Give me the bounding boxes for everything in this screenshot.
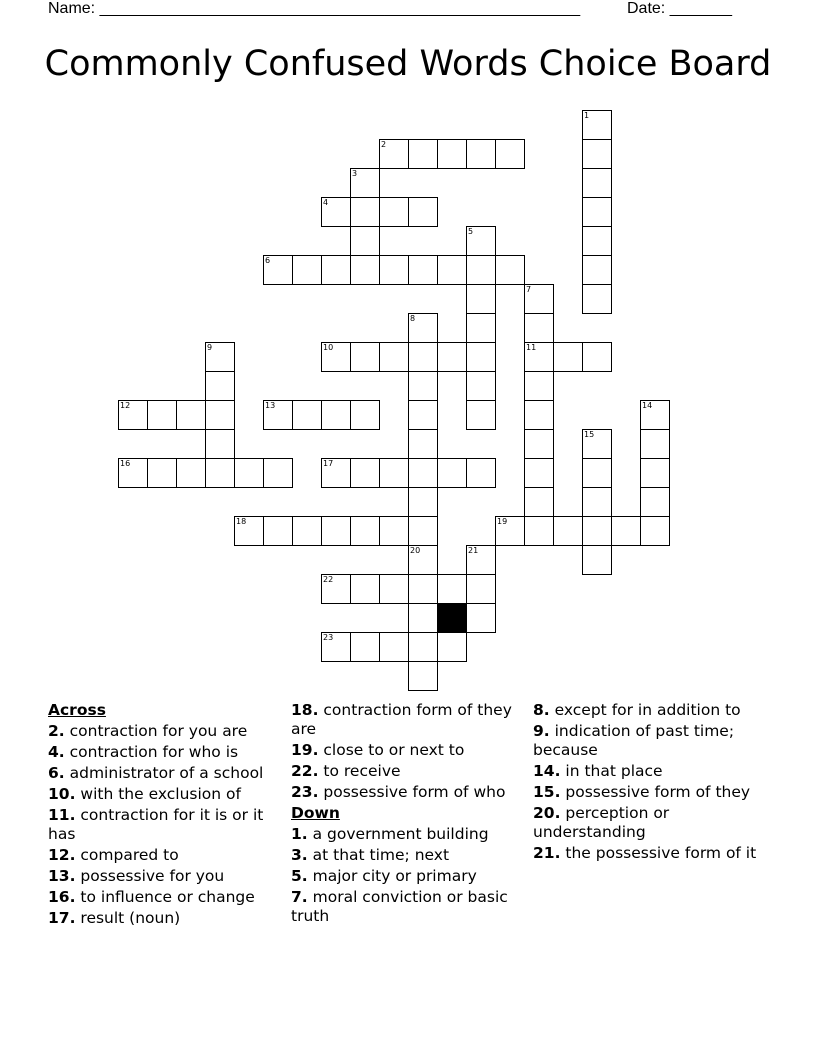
cell-number: 6 (265, 256, 271, 265)
clue-number: 8. (533, 701, 550, 719)
clue-number: 12. (48, 846, 76, 864)
crossword-cell[interactable] (437, 342, 467, 372)
clue-text: possessive form of who (323, 783, 506, 801)
crossword-cell[interactable] (582, 110, 612, 140)
crossword-cell[interactable] (408, 661, 438, 691)
cell-number: 19 (497, 517, 508, 526)
crossword-cell[interactable] (234, 458, 264, 488)
clue-across-22 (291, 762, 519, 781)
cell-number: 20 (410, 546, 421, 555)
crossword-cell[interactable] (350, 632, 380, 662)
crossword-cell[interactable] (437, 139, 467, 169)
crossword-cell[interactable] (263, 458, 293, 488)
crossword-cell[interactable] (350, 255, 380, 285)
crossword-cell[interactable] (350, 516, 380, 546)
cell-number: 17 (323, 459, 334, 468)
clue-text: to influence or change (80, 888, 255, 906)
clue-number: 16. (48, 888, 76, 906)
crossword-cell[interactable] (582, 255, 612, 285)
clue-across-13 (48, 867, 273, 886)
cell-number: 3 (352, 169, 358, 178)
crossword-cell[interactable] (640, 516, 670, 546)
crossword-cell[interactable] (466, 603, 496, 633)
clue-across-10 (48, 785, 273, 804)
clue-text: contraction for it is or it has (48, 806, 264, 843)
clues-column-1 (48, 701, 273, 930)
crossword-cell[interactable] (466, 226, 496, 256)
crossword-cell[interactable] (408, 255, 438, 285)
clue-number: 7. (291, 888, 308, 906)
crossword-cell[interactable] (582, 545, 612, 575)
clue-down-21 (533, 844, 768, 863)
crossword-cell[interactable] (176, 458, 206, 488)
crossword-cell[interactable] (582, 458, 612, 488)
crossword-cell[interactable] (524, 371, 554, 401)
clue-down-14 (533, 762, 768, 781)
crossword-cell[interactable] (466, 574, 496, 604)
crossword-cell[interactable] (321, 342, 351, 372)
cell-number: 13 (265, 401, 276, 410)
cell-number: 15 (584, 430, 595, 439)
clue-number: 15. (533, 783, 561, 801)
crossword-cell[interactable] (437, 458, 467, 488)
crossword-cell[interactable] (205, 342, 235, 372)
clue-number: 1. (291, 825, 308, 843)
crossword-cell[interactable] (582, 284, 612, 314)
crossword-cell[interactable] (524, 458, 554, 488)
cell-number: 14 (642, 401, 653, 410)
crossword-cell[interactable] (147, 400, 177, 430)
crossword-cell[interactable] (408, 516, 438, 546)
down-heading: Down (291, 804, 340, 822)
clue-text: administrator of a school (69, 764, 264, 782)
clue-number: 13. (48, 867, 76, 885)
date-field-label: Date: _______ (627, 0, 732, 17)
crossword-cell[interactable] (379, 255, 409, 285)
clue-across-11 (48, 806, 273, 844)
clue-text: perception or understanding (533, 804, 670, 841)
clue-text: contraction for you are (69, 722, 248, 740)
crossword-cell[interactable] (408, 371, 438, 401)
crossword-cell[interactable] (321, 400, 351, 430)
crossword-cell[interactable] (379, 574, 409, 604)
clues-column-2 (291, 701, 519, 928)
clue-text: moral conviction or basic truth (291, 888, 508, 925)
crossword-cell[interactable] (118, 400, 148, 430)
crossword-cell[interactable] (466, 313, 496, 343)
clue-across-18 (291, 701, 519, 739)
clue-number: 2. (48, 722, 65, 740)
cell-number: 5 (468, 227, 474, 236)
crossword-cell[interactable] (582, 139, 612, 169)
clue-text: in that place (565, 762, 663, 780)
crossword-cell[interactable] (640, 458, 670, 488)
clue-number: 4. (48, 743, 65, 761)
crossword-cell[interactable] (524, 400, 554, 430)
crossword-cell[interactable] (321, 458, 351, 488)
crossword-cell[interactable] (205, 400, 235, 430)
crossword-cell[interactable] (611, 516, 641, 546)
clue-number: 22. (291, 762, 319, 780)
crossword-cell[interactable] (321, 197, 351, 227)
cell-number: 11 (526, 343, 537, 352)
crossword-cell[interactable] (263, 516, 293, 546)
crossword-cell[interactable] (176, 400, 206, 430)
clue-text: indication of past time; because (533, 722, 735, 759)
cell-number: 7 (526, 285, 532, 294)
clue-number: 5. (291, 867, 308, 885)
clue-across-23 (291, 783, 519, 802)
clue-across-17 (48, 909, 273, 928)
clue-down-5 (291, 867, 519, 886)
crossword-cell[interactable] (524, 284, 554, 314)
cell-number: 23 (323, 633, 334, 642)
cell-number: 8 (410, 314, 416, 323)
crossword-cell[interactable] (379, 458, 409, 488)
crossword-cell[interactable] (350, 168, 380, 198)
crossword-cell[interactable] (379, 632, 409, 662)
cell-number: 16 (120, 459, 131, 468)
clue-across-2 (48, 722, 273, 741)
crossword-cell[interactable] (640, 487, 670, 517)
crossword-cell[interactable] (350, 458, 380, 488)
clue-number: 11. (48, 806, 76, 824)
clue-number: 10. (48, 785, 76, 803)
clue-across-4 (48, 743, 273, 762)
crossword-cell[interactable] (321, 574, 351, 604)
clue-text: compared to (80, 846, 179, 864)
crossword-cell[interactable] (524, 429, 554, 459)
crossword-cell[interactable] (582, 168, 612, 198)
crossword-cell[interactable] (466, 342, 496, 372)
crossword-cell[interactable] (379, 197, 409, 227)
crossword-cell[interactable] (640, 429, 670, 459)
crossword-cell[interactable] (263, 255, 293, 285)
cell-number: 12 (120, 401, 131, 410)
cell-number: 18 (236, 517, 247, 526)
clues-column-3 (533, 701, 768, 865)
crossword-cell[interactable] (408, 603, 438, 633)
crossword-cell[interactable] (408, 487, 438, 517)
across-heading: Across (48, 701, 106, 719)
clue-number: 23. (291, 783, 319, 801)
crossword-cell[interactable] (582, 226, 612, 256)
crossword-cell[interactable] (437, 632, 467, 662)
clue-across-19 (291, 741, 519, 760)
crossword-cell[interactable] (495, 255, 525, 285)
crossword-cell[interactable] (292, 400, 322, 430)
crossword-cell[interactable] (205, 371, 235, 401)
page-title: Commonly Confused Words Choice Board (44, 44, 772, 84)
clue-down-20 (533, 804, 768, 842)
crossword-cell[interactable] (408, 197, 438, 227)
clue-number: 20. (533, 804, 561, 822)
clue-text: close to or next to (323, 741, 465, 759)
clue-across-16 (48, 888, 273, 907)
crossword-cell[interactable] (408, 574, 438, 604)
crossword-cell[interactable] (408, 545, 438, 575)
crossword-cell[interactable] (408, 342, 438, 372)
crossword-cell[interactable] (408, 632, 438, 662)
crossword-cell[interactable] (263, 400, 293, 430)
crossword-cell[interactable] (495, 516, 525, 546)
crossword-cell[interactable] (350, 197, 380, 227)
clue-text: at that time; next (312, 846, 450, 864)
crossword-cell[interactable] (582, 342, 612, 372)
crossword-cell[interactable] (582, 516, 612, 546)
crossword-cell[interactable] (466, 371, 496, 401)
clue-down-8 (533, 701, 768, 720)
clue-number: 21. (533, 844, 561, 862)
clue-number: 9. (533, 722, 550, 740)
crossword-cell[interactable] (640, 400, 670, 430)
clue-text: possessive for you (80, 867, 225, 885)
clue-text: the possessive form of it (565, 844, 757, 862)
crossword-cell[interactable] (466, 400, 496, 430)
crossword-cell[interactable] (495, 139, 525, 169)
clue-number: 3. (291, 846, 308, 864)
crossword-cell[interactable] (292, 516, 322, 546)
cell-number: 9 (207, 343, 213, 352)
crossword-cell[interactable] (466, 284, 496, 314)
crossword-cell[interactable] (466, 545, 496, 575)
crossword-cell[interactable] (437, 574, 467, 604)
crossword-cell[interactable] (205, 458, 235, 488)
crossword-cell[interactable] (147, 458, 177, 488)
crossword-cell[interactable] (379, 139, 409, 169)
crossword-cell[interactable] (408, 400, 438, 430)
crossword-cell[interactable] (350, 400, 380, 430)
crossword-cell[interactable] (379, 342, 409, 372)
crossword-cell[interactable] (321, 632, 351, 662)
crossword-cell[interactable] (321, 516, 351, 546)
crossword-cell[interactable] (234, 516, 264, 546)
clue-text: result (noun) (80, 909, 181, 927)
name-field-label: Name: ______________________________________________________ (48, 0, 581, 17)
crossword-cell[interactable] (118, 458, 148, 488)
clue-down-3 (291, 846, 519, 865)
clue-number: 6. (48, 764, 65, 782)
clue-text: contraction form of they are (291, 701, 512, 738)
crossword-black-cell (437, 603, 467, 633)
crossword-cell[interactable] (321, 255, 351, 285)
crossword-cell[interactable] (466, 139, 496, 169)
crossword-cell[interactable] (553, 342, 583, 372)
crossword-cell[interactable] (379, 516, 409, 546)
crossword-cell[interactable] (350, 574, 380, 604)
crossword-cell[interactable] (408, 458, 438, 488)
crossword-cell[interactable] (524, 487, 554, 517)
clue-across-12 (48, 846, 273, 865)
clue-text: possessive form of they (565, 783, 751, 801)
crossword-cell[interactable] (524, 342, 554, 372)
cell-number: 10 (323, 343, 334, 352)
crossword-cell[interactable] (524, 313, 554, 343)
clue-down-9 (533, 722, 768, 760)
crossword-cell[interactable] (350, 342, 380, 372)
crossword-cell[interactable] (553, 516, 583, 546)
clue-text: with the exclusion of (80, 785, 241, 803)
clue-text: except for in addition to (554, 701, 741, 719)
crossword-cell[interactable] (524, 516, 554, 546)
crossword-cell[interactable] (350, 226, 380, 256)
clue-text: a government building (312, 825, 489, 843)
clue-across-6 (48, 764, 273, 783)
crossword-cell[interactable] (466, 458, 496, 488)
crossword-cell[interactable] (205, 429, 235, 459)
clue-text: major city or primary (312, 867, 477, 885)
clue-down-7 (291, 888, 519, 926)
crossword-cell[interactable] (582, 487, 612, 517)
crossword-cell[interactable] (408, 313, 438, 343)
clue-number: 14. (533, 762, 561, 780)
crossword-cell[interactable] (582, 197, 612, 227)
cell-number: 21 (468, 546, 479, 555)
cell-number: 2 (381, 140, 387, 149)
crossword-cell[interactable] (437, 255, 467, 285)
crossword-cell[interactable] (408, 429, 438, 459)
crossword-cell[interactable] (408, 139, 438, 169)
clue-text: contraction for who is (69, 743, 239, 761)
clue-number: 18. (291, 701, 319, 719)
crossword-cell[interactable] (466, 255, 496, 285)
clue-number: 17. (48, 909, 76, 927)
clue-text: to receive (323, 762, 401, 780)
cell-number: 4 (323, 198, 329, 207)
cell-number: 1 (584, 111, 590, 120)
clue-down-1 (291, 825, 519, 844)
clue-down-15 (533, 783, 768, 802)
cell-number: 22 (323, 575, 334, 584)
crossword-cell[interactable] (292, 255, 322, 285)
clue-number: 19. (291, 741, 319, 759)
crossword-cell[interactable] (582, 429, 612, 459)
